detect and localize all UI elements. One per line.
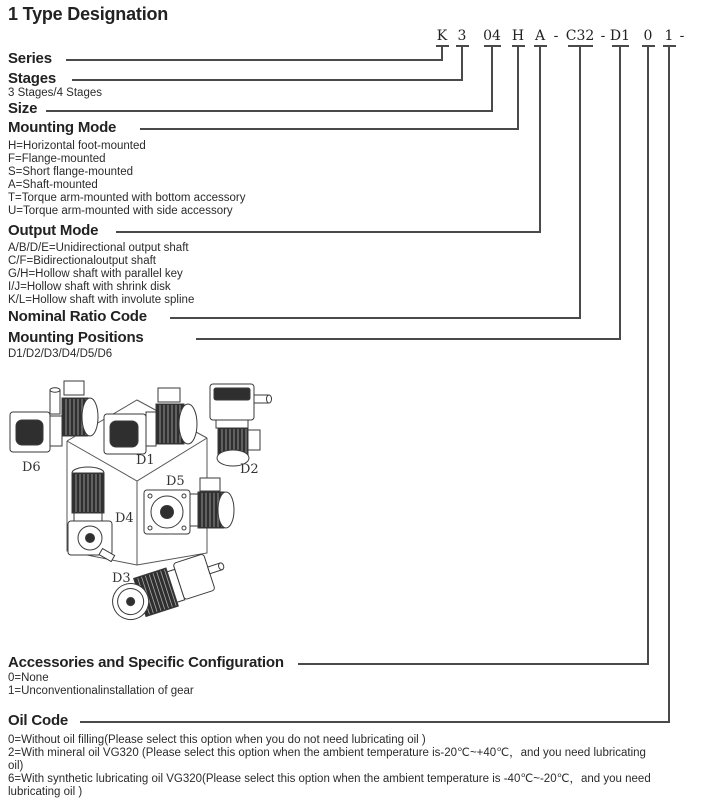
list-item: T=Torque arm-mounted with bottom accessory	[8, 192, 246, 204]
output-mode-list	[8, 242, 194, 307]
list-item: 2=With mineral oil VG320 (Please select this option when the ambient temperature is-20℃~+40℃，and you need lubricating oil)	[8, 747, 646, 772]
section-label-mounting-positions: Mounting Positions	[8, 329, 144, 346]
list-item: K/L=Hollow shaft with involute spline	[8, 294, 195, 306]
section-label-accessories: Accessories and Specific Configuration	[8, 654, 284, 671]
list-item: H=Horizontal foot-mounted	[8, 140, 146, 152]
leader-line-horizontal	[66, 59, 443, 61]
section-label-nominal-ratio: Nominal Ratio Code	[8, 308, 147, 325]
leader-line-horizontal	[46, 110, 493, 112]
type-code-segment: 04	[483, 28, 501, 44]
motor-position-d6-figure	[10, 381, 98, 452]
list-item: 1=Unconventionalinstallation of gear	[8, 685, 194, 697]
position-label-d5: D5	[166, 474, 185, 489]
list-item: S=Short flange-mounted	[8, 166, 133, 178]
leader-line-horizontal	[170, 317, 581, 319]
leader-line-horizontal	[116, 231, 541, 233]
stages-note: 3 Stages/4 Stages	[8, 87, 102, 99]
type-code-segment: H	[511, 28, 525, 44]
type-code-segment: A	[534, 28, 546, 44]
section-label-stages: Stages	[8, 70, 56, 87]
motor-position-d2-figure	[210, 384, 272, 466]
accessories-list	[8, 672, 194, 698]
type-code-segment: -	[553, 28, 559, 44]
section-label-output-mode: Output Mode	[8, 222, 99, 239]
mounting-positions-diagram	[0, 368, 300, 658]
leader-line-horizontal	[80, 721, 670, 723]
type-code-segment: -	[600, 28, 606, 44]
list-item: I/J=Hollow shaft with shrink disk	[8, 281, 171, 293]
leader-line-vertical	[491, 45, 493, 112]
page-title: 1 Type Designation	[8, 4, 169, 24]
type-code-segment: 1	[664, 28, 674, 44]
position-label-d4: D4	[115, 511, 134, 526]
list-item: 0=None	[8, 672, 49, 684]
list-item: C/F=Bidirectionaloutput shaft	[8, 255, 156, 267]
leader-line-horizontal	[140, 128, 519, 130]
type-code-segment: K	[436, 28, 448, 44]
motor-position-d3-figure	[106, 549, 231, 625]
leader-line-vertical	[579, 45, 581, 319]
section-label-series: Series	[8, 50, 52, 67]
leader-line-vertical	[539, 45, 541, 233]
list-item: F=Flange-mounted	[8, 153, 106, 165]
mounting-positions-note: D1/D2/D3/D4/D5/D6	[8, 348, 113, 360]
leader-line-horizontal	[196, 338, 621, 340]
type-code-segment: D1	[609, 28, 631, 44]
position-label-d2: D2	[240, 462, 259, 477]
motor-position-d4-figure	[68, 467, 115, 562]
list-item: 0=Without oil filling(Please select this option when you do not need lubricating oil )	[8, 734, 426, 746]
leader-line-vertical	[619, 45, 621, 340]
section-label-size: Size	[8, 100, 38, 117]
list-item: U=Torque arm-mounted with side accessory	[8, 205, 233, 217]
list-item: 6=With synthetic lubricating oil VG320(Please select this option when the ambient temperature is -40℃~-20℃，and you need lubricating oil )	[8, 773, 651, 798]
type-code-segment: -	[679, 28, 685, 44]
oil-code-list	[8, 734, 660, 799]
list-item: A=Shaft-mounted	[8, 179, 98, 191]
list-item: A/B/D/E=Unidirectional output shaft	[8, 242, 189, 254]
list-item: G/H=Hollow shaft with parallel key	[8, 268, 183, 280]
section-label-oil-code: Oil Code	[8, 712, 69, 729]
motor-position-d1-figure	[104, 388, 197, 454]
leader-line-vertical	[668, 45, 670, 723]
position-label-d6: D6	[22, 460, 41, 475]
leader-line-horizontal	[298, 663, 649, 665]
type-code-segment: C32	[565, 28, 595, 44]
type-code-segment: 3	[457, 28, 467, 44]
position-label-d1: D1	[136, 453, 155, 468]
position-label-d3: D3	[112, 571, 131, 586]
motor-position-d5-figure	[144, 478, 234, 534]
leader-line-vertical	[647, 45, 649, 665]
leader-line-horizontal	[72, 79, 463, 81]
leader-line-vertical	[517, 45, 519, 130]
mounting-mode-list	[8, 140, 245, 218]
leader-line-vertical	[461, 45, 463, 81]
type-code-segment: 0	[643, 28, 653, 44]
section-label-mounting-mode: Mounting Mode	[8, 119, 117, 136]
